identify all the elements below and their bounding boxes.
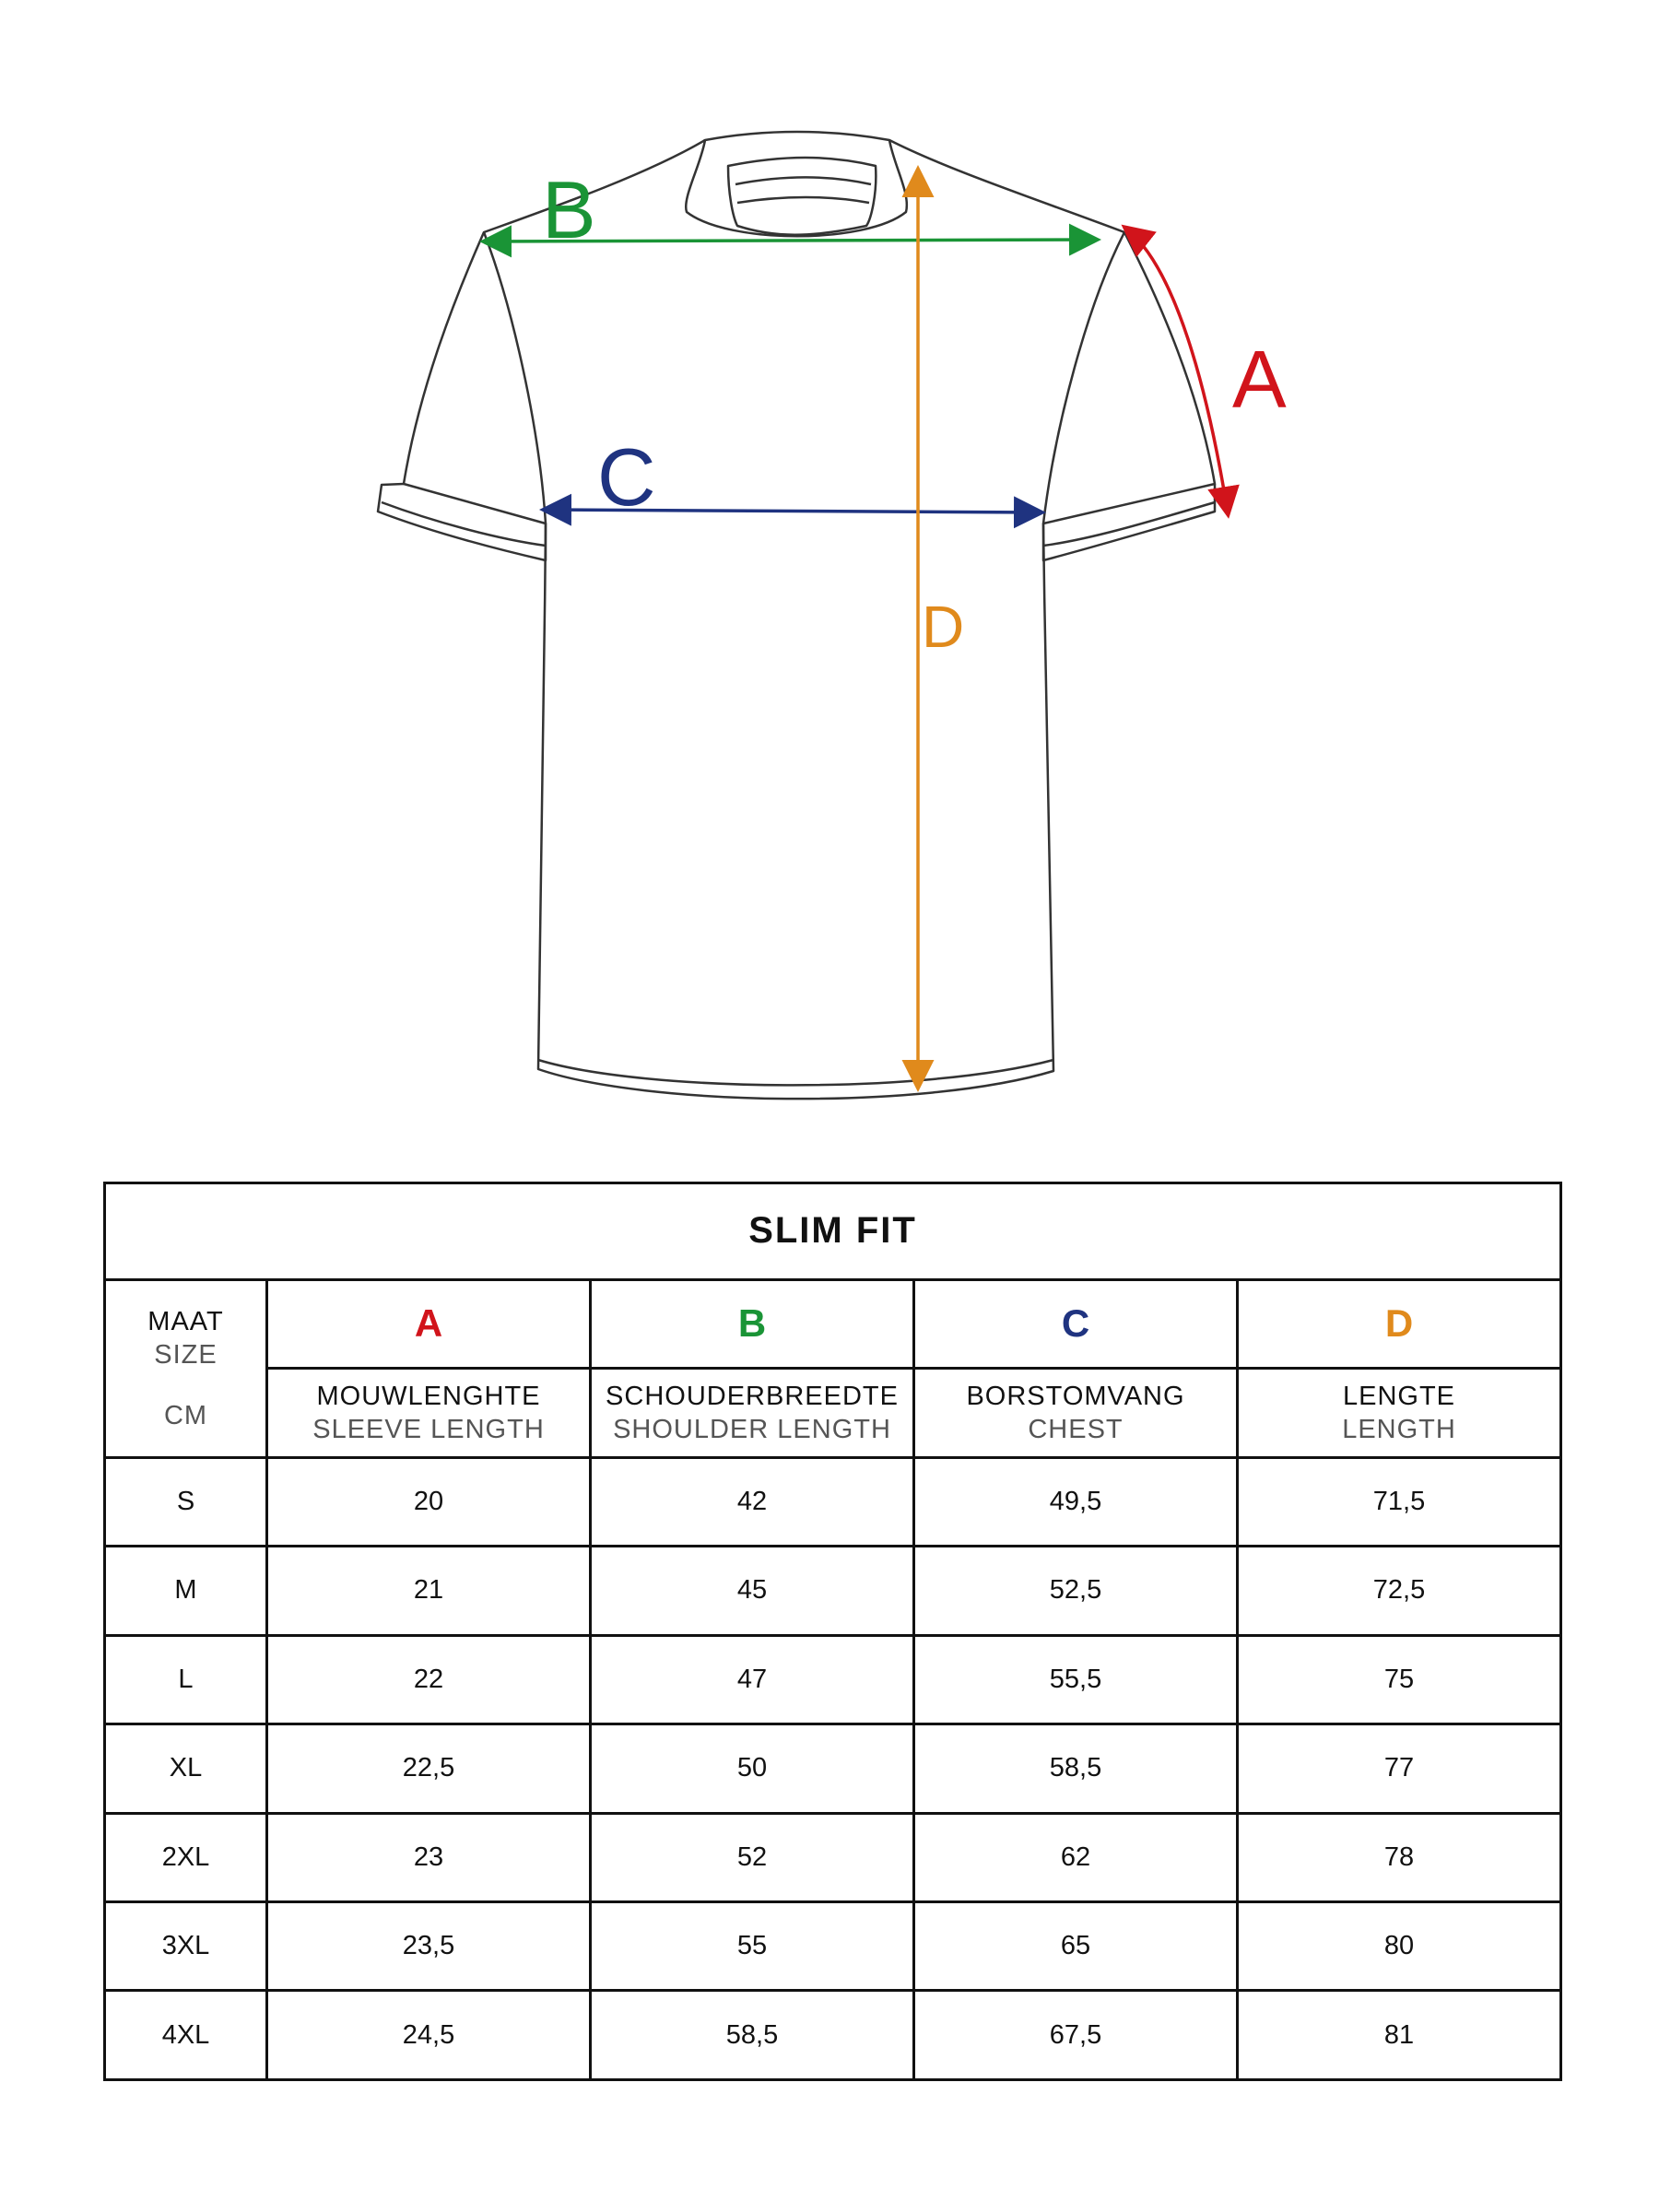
column-name-c xyxy=(914,1369,1238,1457)
tshirt-outline xyxy=(378,132,1215,1099)
row-value-a: 24,5 xyxy=(267,1991,591,2080)
row-value-d: 75 xyxy=(1238,1635,1561,1724)
collar xyxy=(686,132,907,236)
row-value-c: 67,5 xyxy=(914,1991,1238,2080)
label-c: C xyxy=(597,431,656,523)
table-title: SLIM FIT xyxy=(105,1183,1561,1280)
column-name-nl: LENGTE xyxy=(1342,1381,1456,1411)
row-value-b: 42 xyxy=(591,1457,914,1546)
tshirt-body xyxy=(404,140,1215,1099)
right-sleeve-cuff xyxy=(1043,484,1215,560)
table-row xyxy=(105,1902,1561,1991)
table-row xyxy=(105,1457,1561,1546)
column-letter-d: D xyxy=(1238,1279,1561,1368)
left-sleeve-cuff xyxy=(378,484,546,560)
row-value-c: 58,5 xyxy=(914,1724,1238,1813)
row-value-b: 52 xyxy=(591,1813,914,1901)
row-value-b: 55 xyxy=(591,1902,914,1991)
table-row xyxy=(105,1813,1561,1901)
column-name-a xyxy=(267,1369,591,1457)
column-letter-b: B xyxy=(591,1279,914,1368)
row-value-a: 20 xyxy=(267,1457,591,1546)
row-value-a: 21 xyxy=(267,1547,591,1635)
row-value-d: 80 xyxy=(1238,1902,1561,1991)
size-header xyxy=(105,1279,267,1457)
row-value-d: 77 xyxy=(1238,1724,1561,1813)
row-size: 3XL xyxy=(105,1902,267,1991)
row-size: 2XL xyxy=(105,1813,267,1901)
row-value-c: 52,5 xyxy=(914,1547,1238,1635)
table-row xyxy=(105,1724,1561,1813)
column-name-en: SLEEVE LENGTH xyxy=(312,1414,545,1444)
row-value-d: 71,5 xyxy=(1238,1457,1561,1546)
row-value-b: 58,5 xyxy=(591,1991,914,2080)
label-b: B xyxy=(542,164,596,255)
column-name-en: LENGTH xyxy=(1342,1414,1456,1444)
row-value-c: 55,5 xyxy=(914,1635,1238,1724)
row-value-c: 49,5 xyxy=(914,1457,1238,1546)
column-name-en: CHEST xyxy=(1028,1414,1124,1444)
row-value-a: 22 xyxy=(267,1635,591,1724)
size-header-size: SIZE xyxy=(154,1339,218,1370)
row-value-b: 45 xyxy=(591,1547,914,1635)
column-letter-a: A xyxy=(267,1279,591,1368)
row-value-c: 65 xyxy=(914,1902,1238,1991)
column-name-d xyxy=(1238,1369,1561,1457)
row-size: XL xyxy=(105,1724,267,1813)
row-size: M xyxy=(105,1547,267,1635)
row-value-d: 81 xyxy=(1238,1991,1561,2080)
column-name-b xyxy=(591,1369,914,1457)
row-value-d: 78 xyxy=(1238,1813,1561,1901)
size-chart-table xyxy=(103,1182,1562,2081)
label-a: A xyxy=(1232,334,1287,425)
column-name-nl: MOUWLENGHTE xyxy=(316,1381,541,1411)
table-row xyxy=(105,1547,1561,1635)
row-value-b: 50 xyxy=(591,1724,914,1813)
column-name-nl: SCHOUDERBREEDTE xyxy=(606,1381,899,1411)
size-header-cm: CM xyxy=(163,1400,208,1430)
label-d: D xyxy=(922,594,965,660)
row-value-a: 23 xyxy=(267,1813,591,1901)
column-letter-c: C xyxy=(914,1279,1238,1368)
row-value-b: 47 xyxy=(591,1635,914,1724)
column-name-nl: BORSTOMVANG xyxy=(966,1381,1185,1411)
row-value-a: 23,5 xyxy=(267,1902,591,1991)
row-size: 4XL xyxy=(105,1991,267,2080)
size-header-maat: MAAT xyxy=(147,1306,224,1336)
table-row xyxy=(105,1635,1561,1724)
column-name-en: SHOULDER LENGTH xyxy=(613,1414,891,1444)
row-size: S xyxy=(105,1457,267,1546)
row-value-d: 72,5 xyxy=(1238,1547,1561,1635)
row-size: L xyxy=(105,1635,267,1724)
row-value-c: 62 xyxy=(914,1813,1238,1901)
table-row xyxy=(105,1991,1561,2080)
row-value-a: 22,5 xyxy=(267,1724,591,1813)
